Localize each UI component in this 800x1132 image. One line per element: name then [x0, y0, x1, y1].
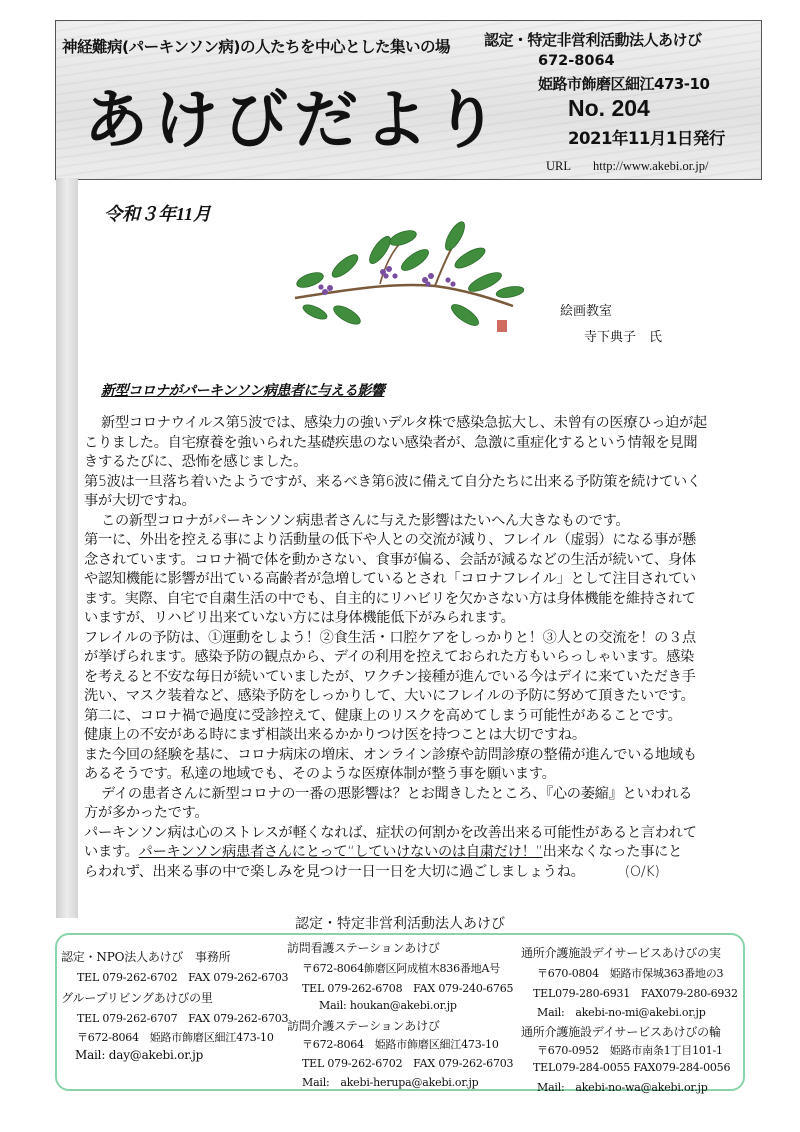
paragraph-line: ます。実際、自宅で自粛生活の中でも、自主的にリハビリを欠かさない方は身体機能を維持されて [84, 590, 696, 607]
issue-number: No. 204 [568, 95, 650, 121]
paragraph-line: 洗い、マスク装着など、感染予防をしっかりして、大いにフレイルの予防に努めて頂きたいです。 [84, 688, 695, 704]
paragraph-line: パーキンソン病は心のストレスが軽くなれば、症状の何割かを改善出来る可能性があると言われて [84, 824, 697, 841]
dayservice-wa-mail[interactable]: Mail: akebi-no-wa@akebi.or.jp [537, 1081, 708, 1094]
dayservice-wa-title: 通所介護施設デイサービスあけびの輪 [521, 1025, 721, 1039]
dayservice-mi-title: 通所介護施設デイサービスあけびの実 [521, 946, 721, 960]
masthead [55, 20, 762, 180]
website-url[interactable]: http://www.akebi.or.jp/ [593, 159, 709, 173]
home-care-tel: TEL 079-262-6702 FAX 079-262-6703 [302, 1057, 514, 1070]
paragraph-line: フレイルの予防は、①運動をしよう！②食生活・口腔ケアをしっかりと！③人との交流を！の３点 [84, 629, 696, 646]
paragraph-line: 事が大切ですね。 [84, 493, 196, 509]
artist-seal [497, 320, 507, 332]
paragraph-line: らわれず、出来る事の中で楽しみを見つけ一日一日を大切に過ごしましょうね。 (O/K) [84, 863, 660, 880]
home-nursing-tel: TEL 079-262-6708 FAX 079-240-6765 [302, 982, 514, 995]
dayservice-wa-tel: TEL079-284-0055 FAX079-284-0056 [533, 1061, 731, 1074]
url-label: URL [546, 159, 571, 173]
emphasis-underlined: パーキンソン病患者さんにとって“していけないのは自粛だけ！” [138, 844, 543, 860]
paragraph-line: あるそうです。私達の地域でも、そのような医療体制が整う事を願います。 [84, 766, 556, 782]
paragraph-line: デイの患者さんに新型コロナの一番の悪影響は？とお聞きしたところ、『心の萎縮』といわれる [101, 785, 693, 802]
dayservice-wa-address: 〒670-0952 姫路市南条1丁目101-1 [537, 1044, 723, 1057]
paragraph-line: 方が多かったです。 [84, 805, 209, 821]
paragraph-line: きするたびに、恐怖を感じました。 [84, 454, 308, 470]
home-nursing-title: 訪問看護ステーションあけび [287, 941, 440, 955]
paragraph-line: こりました。自宅療養を強いられた基礎疾患のない感染者が、急激に重症化するという情報を見聞 [84, 434, 698, 451]
article-title: 新型コロナがパーキンソン病患者に与える影響 [101, 383, 385, 399]
publisher-zip: 672-8064 [538, 53, 615, 69]
dayservice-mi-mail[interactable]: Mail: akebi-no-mi@akebi.or.jp [537, 1006, 706, 1019]
paragraph-line: を考えると不安な毎日が続いていましたが、ワクチン接種が進んでいる今はデイに来ていただき手 [84, 668, 696, 685]
beautyberry-illustration [285, 220, 525, 345]
contact-info-box [55, 933, 745, 1094]
website-url-line [546, 159, 709, 174]
paragraph-line: 新型コロナウイルス第5波では、感染力の強いデルタ株で感染急拡大し、未曾有の医療ひっ迫が起 [101, 415, 707, 431]
paragraph-line: 第一に、外出を控える事により活動量の低下や人との交流が減り、フレイル（虚弱）になる事が懸 [84, 532, 696, 548]
illustration-credit-class: 絵画教室 [560, 304, 613, 319]
publisher-name: 認定・特定非営利活動法人あけび [484, 31, 702, 49]
dayservice-mi-tel: TEL079-280-6931 FAX079-280-6932 [533, 987, 738, 1000]
paragraph-line: 念されています。コロナ禍で体を動かさない、食事が偏る、会話が減るなどの生活が続いて、身体 [84, 551, 696, 568]
issue-date: 2021年11月1日発行 [568, 129, 725, 148]
month-heading: 令和３年11月 [104, 204, 212, 224]
article-body [84, 414, 774, 882]
office-tel: TEL 079-262-6702 FAX 079-262-6703 [77, 971, 289, 984]
paragraph-line: 健康上の不安がある時にまず相談出来るかかりつけ医を持つことは大切ですね。 [84, 727, 586, 743]
decorative-side-strip [56, 178, 78, 918]
home-care-mail[interactable]: Mail: akebi-herupa@akebi.or.jp [302, 1076, 479, 1089]
home-care-address: 〒672-8064 姫路市飾磨区細江473-10 [302, 1038, 499, 1051]
publisher-address: 姫路市飾磨区細江473-10 [538, 75, 710, 93]
paragraph-line: 第5波は一旦落ち着いたようですが、来るべき第6波に備えて自分たちに出来る予防策を続けていく [84, 473, 701, 490]
paragraph-line: いますが、リハビリ出来ていない方には身体機能低下がみられます。 [84, 610, 515, 626]
author-initials: (O/K) [624, 863, 660, 880]
group-living-address: 〒672-8064 姫路市飾磨区細江473-10 [77, 1031, 274, 1044]
paragraph-line: います。パーキンソン病患者さんにとって“していけないのは自粛だけ！”出来なくなった事にと [84, 844, 683, 860]
newsletter-title: あけびだより [84, 83, 504, 158]
paragraph-line: が挙げられます。感染予防の観点から、デイの利用を控えておられた方もいらっしゃいます。感染 [84, 649, 694, 665]
footer-organization: 認定・特定非営利活動法人あけび [295, 916, 505, 932]
dayservice-mi-address: 〒670-0804 姫路市保城363番地の3 [537, 967, 724, 980]
group-living-tel: TEL 079-262-6707 FAX 079-262-6703 [77, 1012, 289, 1025]
paragraph-line: また今回の経験を基に、コロナ病床の増床、オンライン診療や訪問診療の整備が進んでいる地域も [84, 746, 697, 763]
home-nursing-mail[interactable]: Mail: houkan@akebi.or.jp [319, 999, 457, 1012]
tagline: 神経難病(パーキンソン病)の人たちを中心とした集いの場 [62, 38, 451, 56]
group-living-title: グループリビングあけびの里 [61, 991, 213, 1005]
illustration-credit-artist: 寺下典子 氏 [584, 330, 663, 345]
home-nursing-address: 〒672-8064飾磨区阿成植木836番地A号 [302, 962, 501, 975]
paragraph-line: この新型コロナがパーキンソン病患者さんに与えた影響はたいへん大きなものです。 [101, 512, 630, 529]
paragraph-line: や認知機能に影響が出ている高齢者が急増しているとされ「コロナフレイル」として注目されてい [84, 571, 696, 587]
office-title: 認定・NPO法人あけび 事務所 [61, 950, 231, 964]
paragraph-line: 第二に、コロナ禍で過度に受診控えて、健康上のリスクを高めてしまう可能性があることです。 [84, 707, 682, 724]
office-mail[interactable]: Mail: day@akebi.or.jp [75, 1048, 204, 1062]
home-care-title: 訪問介護ステーションあけび [287, 1019, 440, 1033]
